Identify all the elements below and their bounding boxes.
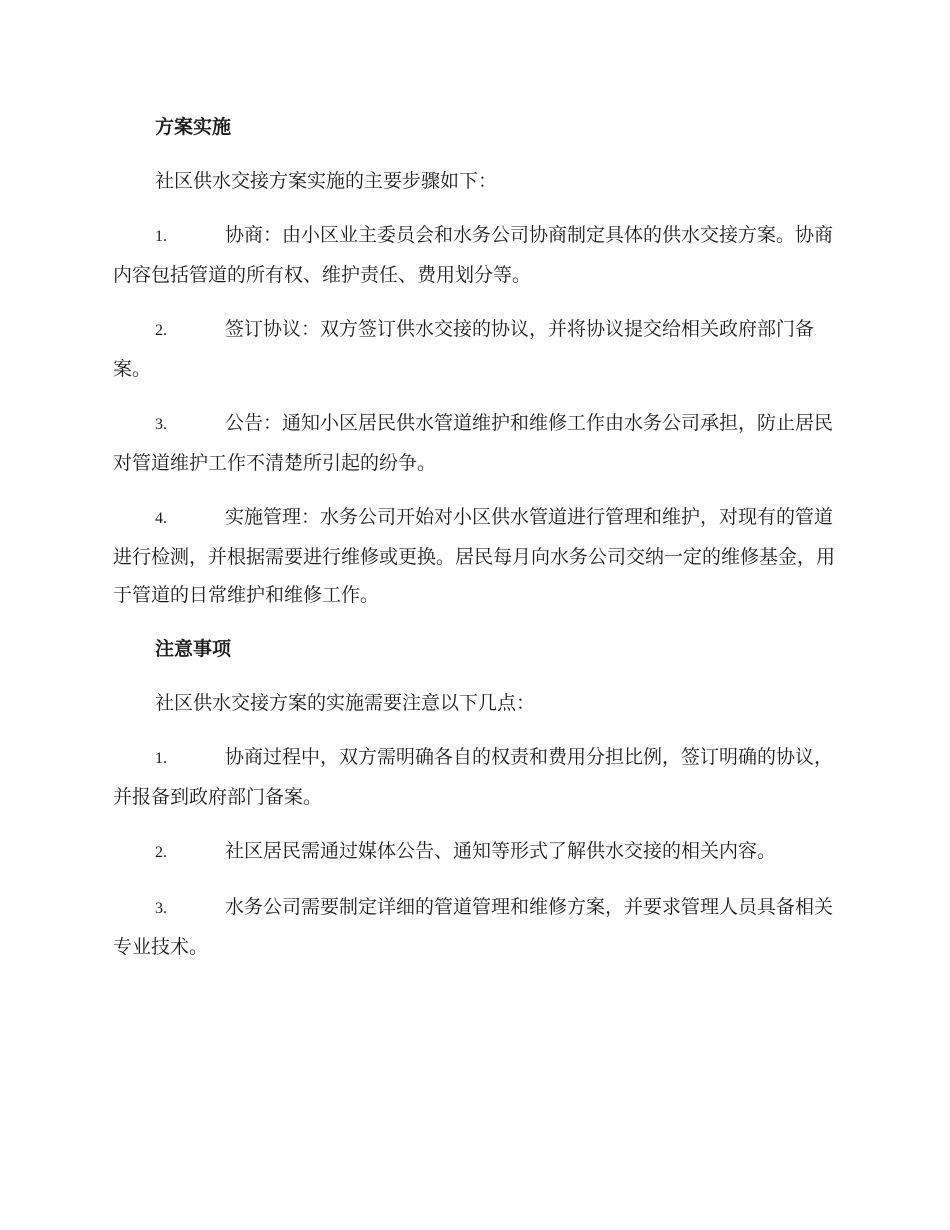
list-item <box>113 310 837 388</box>
list-item-number: 1. <box>155 228 167 245</box>
list-item <box>113 832 837 872</box>
list-item-number: 3. <box>155 900 167 917</box>
section-intro: 社区供水交接方案的实施需要注意以下几点： <box>155 692 536 714</box>
list-item <box>113 404 837 482</box>
list-item-number: 4. <box>155 510 167 527</box>
list-item-text: 协商：由小区业主委员会和水务公司协商制定具体的供水交接方案。协商内容包括管道的所有权、维护责任、费用划分等。 <box>113 224 834 286</box>
list-item-text: 公告：通知小区居民供水管道维护和维修工作由水务公司承担，防止居民对管道维护工作不清楚所引起的纷争。 <box>113 412 834 474</box>
list-item-number: 1. <box>155 750 167 767</box>
list-item-text: 水务公司需要制定详细的管道管理和维修方案，并要求管理人员具备相关专业技术。 <box>113 896 834 958</box>
list-item-number: 3. <box>155 416 167 433</box>
list-item-text: 协商过程中，双方需明确各自的权责和费用分担比例，签订明确的协议，并报备到政府部门备案。 <box>113 746 834 808</box>
list-item <box>113 888 837 966</box>
section-intro: 社区供水交接方案实施的主要步骤如下： <box>155 170 498 192</box>
list-item <box>113 216 837 294</box>
list-item-number: 2. <box>155 322 167 339</box>
document-page <box>113 108 837 982</box>
list-item-text: 社区居民需通过媒体公告、通知等形式了解供水交接的相关内容。 <box>225 840 777 862</box>
list-item <box>113 498 837 614</box>
section-heading: 注意事项 <box>155 638 232 660</box>
list-item-text: 实施管理：水务公司开始对小区供水管道进行管理和维护，对现有的管道进行检测，并根据需要进行维修或更换。居民每月向水务公司交纳一定的维修基金，用于管道的日常维护和维修工作。 <box>113 506 836 606</box>
list-item-number: 2. <box>155 844 167 861</box>
section-heading: 方案实施 <box>155 116 232 138</box>
list-item-text: 签订协议：双方签订供水交接的协议，并将协议提交给相关政府部门备案。 <box>113 318 815 380</box>
section-notes <box>113 630 837 966</box>
section-implementation <box>113 108 837 614</box>
list-item <box>113 738 837 816</box>
